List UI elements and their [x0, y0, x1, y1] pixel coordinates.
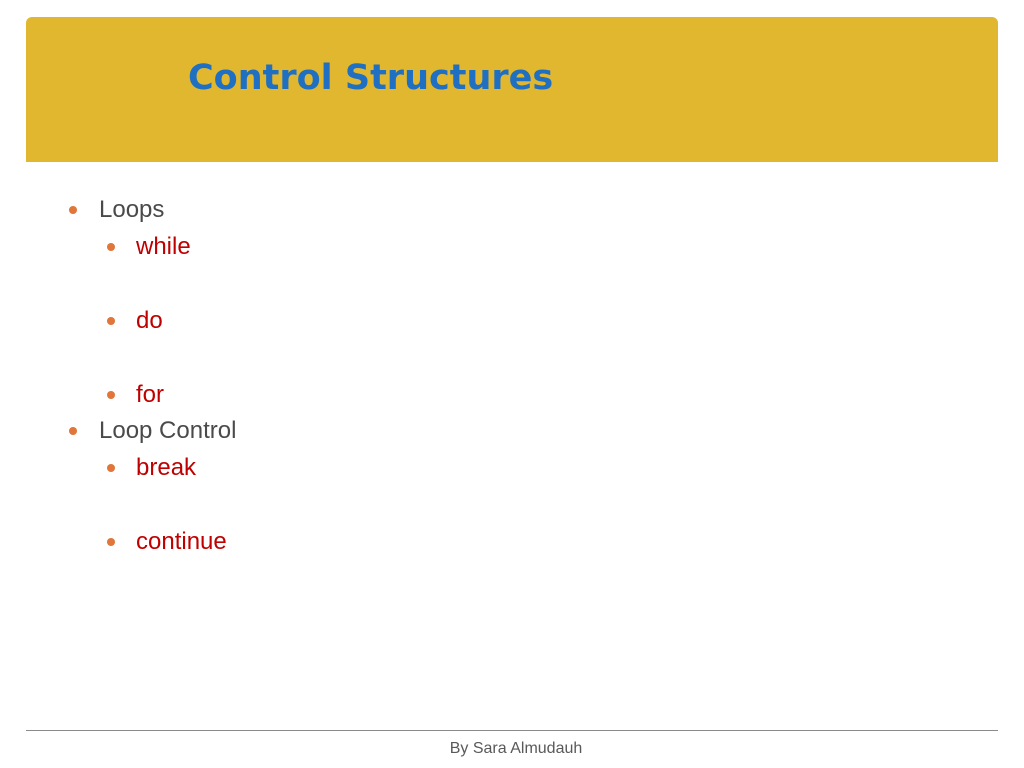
sub-bullet-do	[107, 307, 163, 335]
sub-bullet-for	[107, 381, 164, 409]
bullet-label: Loop Control	[99, 417, 237, 444]
bullet-dot-icon	[107, 243, 115, 251]
bullet-loops	[69, 196, 164, 224]
bullet-dot-icon	[69, 427, 77, 435]
sub-bullet-label: do	[136, 307, 163, 334]
bullet-label: Loops	[99, 196, 165, 223]
sub-bullet-label: for	[136, 381, 165, 408]
bullet-dot-icon	[107, 317, 115, 325]
bullet-loop-control	[69, 417, 236, 445]
bullet-dot-icon	[107, 464, 115, 472]
bullet-dot-icon	[69, 206, 77, 214]
slide-title: Control Structures	[188, 58, 554, 98]
sub-bullet-label: break	[136, 454, 197, 481]
bullet-dot-icon	[107, 538, 115, 546]
footer-divider	[26, 730, 998, 731]
sub-bullet-break	[107, 454, 196, 482]
sub-bullet-label: continue	[136, 528, 227, 555]
footer-author: By Sara Almudauh	[449, 740, 583, 757]
sub-bullet-label: while	[136, 233, 191, 260]
bullet-dot-icon	[107, 391, 115, 399]
sub-bullet-continue	[107, 528, 227, 556]
sub-bullet-while	[107, 233, 191, 261]
